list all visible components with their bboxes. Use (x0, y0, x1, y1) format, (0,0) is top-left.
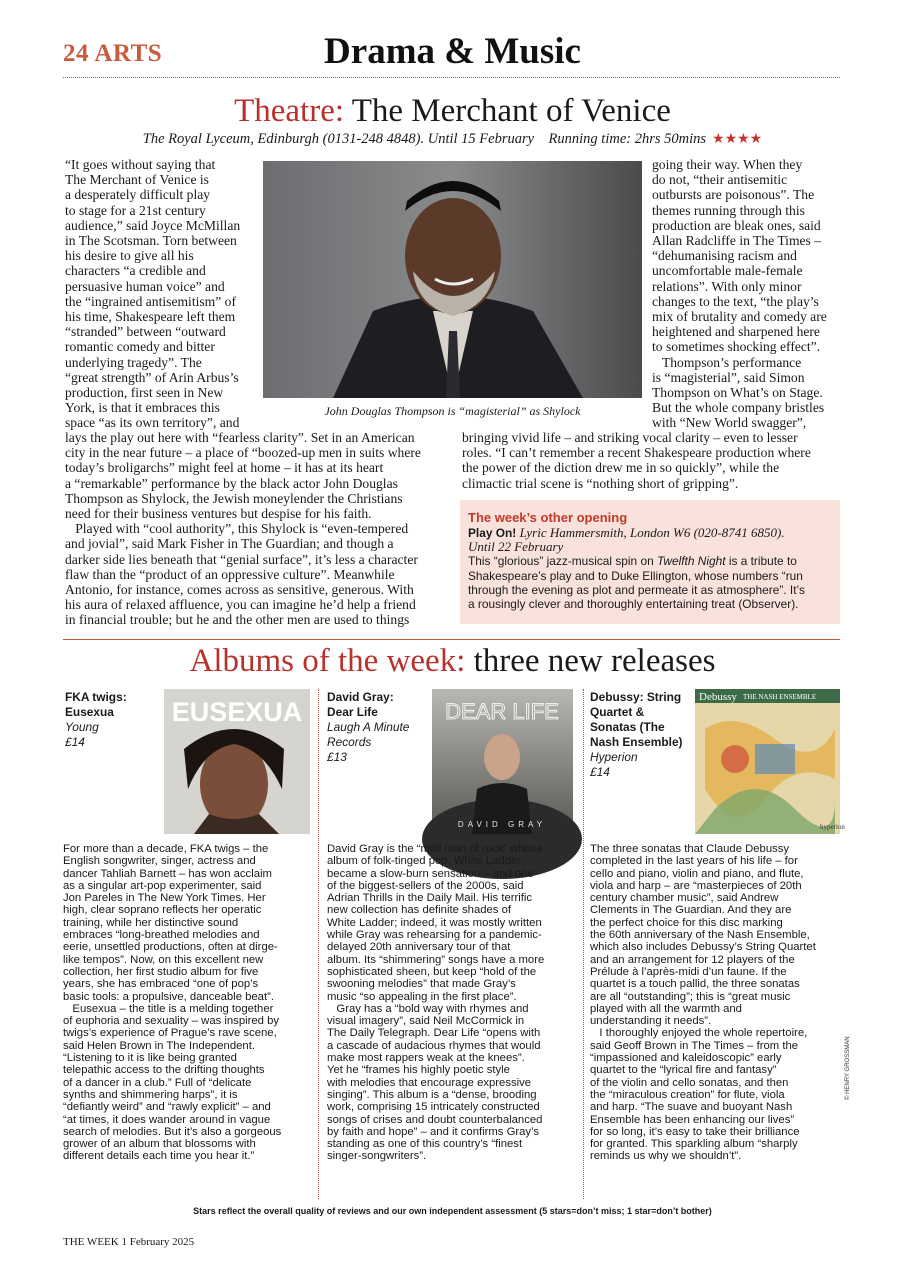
theatre-col2-wide: bringing vivid life – and striking vocal clarity – even to lesser roles. “I can’t remember a recent Shakespeare production where the power of the diction drew me in so quickly”, while the climactic trial scene is “nothing short of gripping”. (462, 430, 811, 491)
cover-artist: DAVID GRAY (457, 820, 547, 829)
album-review: For more than a decade, FKA twigs – the English songwriter, singer, actress and dancer Tahliah Barnett – has won acclaim as a singular art-pop experimenter, said Jon Pareles in The New York Times. Her high, clear soprano reflects her operatic training, while her distinctive sound embraces “long-breathed melodies and eerie, unsettled productions, often at dirge- like tempos”. Now, on this excellent new collection, her first studio album for five years, she has embraced “one of pop’s basic tools: a propulsive, danceable beat”. Eusexua – the title is a melding together of euphoria and sexuality – was inspired by twigs’s experience of Prague’s rave scene, said Helen Brown in The Independent. “Listening to it is like being granted telepathic access to the drifting thoughts of a dancer in a club.” Full of “delicate synths and shimmering harps”, it is “defiantly weird” and “rawly explicit” – and “at times, it does wander around in vague search of melodies. But it’s also a gorgeous grower of an album that blossoms with different details each time you hear it.” (63, 843, 282, 1163)
cover-title: DEAR LIFE (445, 699, 559, 724)
cover-ensemble: THE NASH ENSEMBLE (743, 693, 817, 701)
albums-headline: Albums of the week: three new releases (189, 643, 716, 679)
page-number: 24 ARTS (63, 40, 163, 67)
theatre-col1-wide: lays the play out here with “fearless clarity”. Set in an American city in the near future – a place of “boozed-up men in suits where today’s broligarchs” might feel at home – it has at its heart a “remarkable” performance by the black actor John Douglas Thompson as Shylock, the Jewish moneylender the Christians need for their business ventures but despise for his faith. Played with “cool authority”, this Shylock is “even-tempered and jovial”, said Mark Fisher in The Guardian; and though a darker side lies beneath that “genial surface”, it’s less a character flaw than the “product of an oppressive culture”. Meanwhile Antonio, for instance, comes across as sensitive, generous. With his aura of relaxed affluence, you can imagine he’d help a friend in financial trouble; but he and the other men are used to things (65, 430, 421, 628)
album-cover-dear-life (432, 689, 573, 834)
cover-title: Debussy (699, 691, 737, 703)
photo-credit: © HENRY GROSSMAN (845, 1036, 851, 1100)
theatre-col2: going their way. When they do not, “their antisemitic outbursts are poisonous”. The themes running through this production are bleak ones, said Allan Radcliffe in The Times – “dehumanising racism and uncomfortable male-female relations”. With only minor changes to the text, “the play’s mix of brutality and comedy are heightened and sharpened here to sometimes shocking effect”. Thompson’s performance is “magisterial”, said Simon Thompson on What’s on Stage. But the whole company bristles with “New World swagger”, (652, 157, 827, 431)
album-info: FKA twigs: Eusexua Young £14 (65, 690, 127, 749)
album-info: David Gray: Dear Life Laugh A Minute Records £13 (327, 690, 410, 764)
theatre-col1-intro: “It goes without saying that The Merchant of Venice is a desperately difficult play to stage for a 21st century audience,” said Joyce McMillan in The Scotsman. Torn between his desire to give all his characters “a credible and persuasive human voice” and the “ingrained antisemitism” of his time, Shakespeare left them “stranded” between “outward romantic comedy and bitter underlying tragedy”. The “great strength” of Arin Arbus’s production, first seen in New York, is that it embraces this space “as its own territory”, and (65, 157, 241, 431)
shylock-photo (263, 161, 642, 398)
theatre-venue-line: The Royal Lyceum, Edinburgh (0131-248 4848). Until 15 February Running time: 2hrs 50mins ★★★★ (142, 131, 763, 147)
album-cover-eusexua (164, 689, 310, 834)
theatre-title: The Merchant of Venice (351, 93, 671, 129)
other-opening-show: Play On! (468, 526, 517, 540)
album-cover-debussy (695, 689, 845, 834)
photo-caption: John Douglas Thompson is “magisterial” as Shylock (324, 404, 581, 418)
cover-label: hyperion (820, 823, 845, 831)
page-footer: THE WEEK 1 February 2025 (63, 1236, 195, 1248)
album-info: Debussy: String Quartet & Sonatas (The Nash Ensemble) Hyperion £14 (590, 690, 683, 779)
header-divider (63, 77, 840, 78)
other-opening-body: Play On! Lyric Hammersmith, London W6 (020-8741 6850). Until 22 February This “glorious” jazz-musical spin on Twelfth Night is a tribute to Shakespeare’s play and to Duke Ellington, whose numbers “run through the evening as plot and permeate it as atmosphere”. It’s a rousingly clever and thoroughly entertaining treat (Observer). (468, 525, 805, 612)
album-review: David Gray is the “mild man of rock” whose album of folk-tinged pop, White Ladder, became a slow-burn sensation – and one of the biggest-sellers of the 2000s, said Adrian Thrills in the Daily Mail. His terrific new collection has definite shades of White Ladder; indeed, it was mostly written while Gray was rehearsing for a pandemic- delayed 20th anniversary tour of that album. Its “shimmering” songs have a more sophisticated sheen, but keep “hold of the swooning melodies” that made Gray’s music “so appealing in the first place”. Gray has a “bold way with rhymes and visual imagery”, said Neil McCormick in The Daily Telegraph. Dear Life “opens with a cascade of audacious rhymes that would make most rappers weak at the knees”. Yet he “frames his highly poetic style with melodies that encourage expressive singing”. This album is a “dense, brooding work, comprising 15 intricately constructed songs of crises and doubt counterbalanced by faith and hope” – and it confirms Gray’s standing as one of this country’s “finest singer-songwriters”. (327, 843, 545, 1163)
star-rating-footnote: Stars reflect the overall quality of reviews and our own independent assessment (5 stars=don’t miss; 1 star=don’t bother) (193, 1206, 712, 1216)
column-divider (583, 689, 584, 1199)
other-opening-heading: The week’s other opening (468, 510, 628, 525)
theatre-headline (0, 93, 905, 130)
section-title: Drama & Music (324, 31, 581, 72)
theatre-kicker: Theatre: (234, 93, 345, 129)
column-divider (318, 689, 319, 1199)
cover-title: EUSEXUA (171, 697, 303, 727)
album-review: The three sonatas that Claude Debussy completed in the last years of his life – for cello and piano, violin and piano, and flute, viola and harp – are “masterpieces of 20th century chamber music”, said Andrew Clements in The Guardian. And they are the perfect choice for this disc marking the 60th anniversary of the Nash Ensemble, which also includes Debussy’s String Quartet and an arrangement for 12 players of the Prélude à l’après-midi d’un faune. If the quartet is a touch pallid, the three sonatas are all “outstanding”; this is “great music played with all the warmth and understanding it needs”. I thoroughly enjoyed the whole repertoire, said Geoff Brown in The Times – from the “impassioned and kaleidoscopic” early quartet to the “lyrical fire and fantasy” of the violin and cello sonatas, and then the “miraculous creation” for flute, viola and harp. “The suave and buoyant Nash Ensemble has been enhancing our lives” for so long, it’s easy to take their brilliance for granted. This sparkling album “sharply reminds us why we shouldn’t”. (590, 843, 816, 1163)
section-divider (63, 639, 840, 640)
rating-stars: ★★★★ (712, 132, 763, 147)
